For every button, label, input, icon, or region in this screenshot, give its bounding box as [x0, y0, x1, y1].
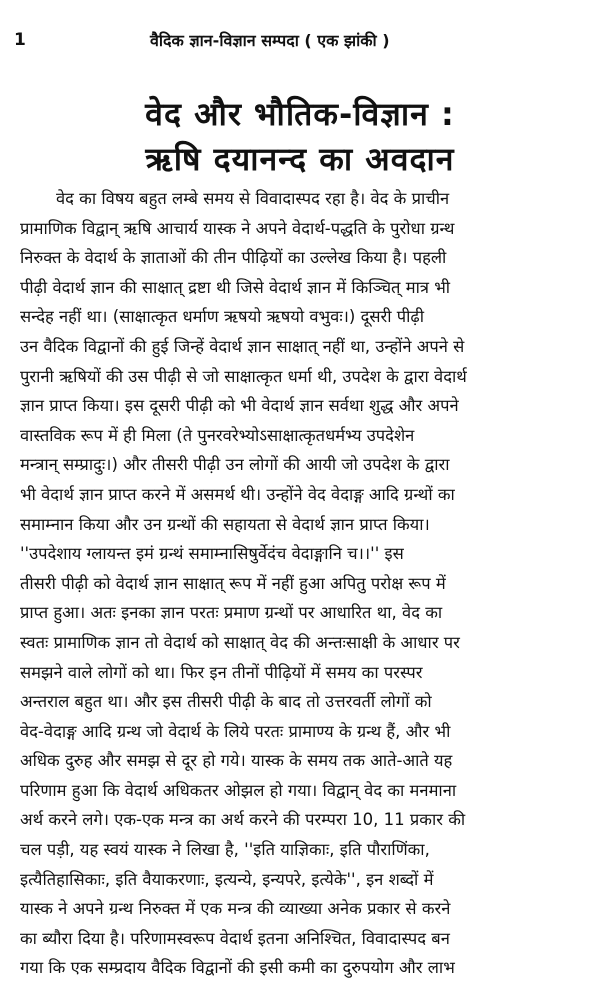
text-line: परिणाम हुआ कि वेदार्थ अधिकतर ओझल हो गया। विद्वान् वेद का मनमाना: [20, 780, 457, 800]
text-line: वास्तविक रूप में ही मिला (ते पुनरवरेभ्योऽसाक्षात्कृतधर्मभ्य उपदेशेन: [20, 425, 415, 445]
text-line: यास्क ने अपने ग्रन्थ निरुक्त में एक मन्त्र की व्याख्या अनेक प्रकार से करने: [20, 899, 451, 919]
text-line: इत्यैतिहासिकाः, इति वैयाकरणाः, इत्यन्ये, इन्यपरे, इत्येके'', इन शब्दों में: [20, 869, 434, 889]
text-line: गया कि एक सम्प्रदाय वैदिक विद्वानों की इसी कमी का दुरुपयोग और लाभ: [20, 958, 455, 978]
text-line: चल पड़ी, यह स्वयं यास्क ने लिखा है, ''इति याज्ञिकाः, इति पौराणिंका,: [20, 840, 430, 860]
running-header: वैदिक ज्ञान-विज्ञान सम्पदा ( एक झांकी ): [150, 31, 390, 50]
text-line: प्राप्त हुआ। अतः इनका ज्ञान परतः प्रमाण ग्रन्थों पर आधारित था, वेद का: [20, 603, 443, 623]
text-line: पीढ़ी वेदार्थ ज्ञान की साक्षात् द्रष्टा थी जिसे वेदार्थ ज्ञान में किञ्चित् मात्र भी: [20, 277, 451, 297]
text-line: वेद का विषय बहुत लम्बे समय से विवादास्पद रहा है। वेद के प्राचीन: [56, 189, 450, 208]
text-line: समाम्नान किया और उन ग्रन्थों की सहायता से वेदार्थ ज्ञान प्राप्त किया।: [20, 514, 430, 534]
text-line: मन्त्रान् सम्प्रादुः।) और तीसरी पीढ़ी उन लोगों की आयी जो उपदेश के द्वारा: [20, 455, 450, 475]
text-line: अन्तराल बहुत था। और इस तीसरी पीढ़ी के बाद तो उत्तरवर्ती लोगों को: [20, 692, 432, 712]
text-line: तीसरी पीढ़ी को वेदार्थ ज्ञान साक्षात् रूप में नहीं हुआ अपितु परोक्ष रूप में: [20, 573, 446, 593]
text-line: अर्थ करने लगे। एक-एक मन्त्र का अर्थ करने की परम्परा 10, 11 प्रकार की: [20, 810, 466, 830]
text-line: पुरानी ऋषियों की उस पीढ़ी से जो साक्षात्कृत धर्मा थी, उपदेश के द्वारा वेदार्थ: [20, 366, 467, 386]
text-line: समझने वाले लोगों को था। फिर इन तीनों पीढ़ियों में समय का परस्पर: [20, 662, 423, 682]
text-line: उन वैदिक विद्वानों की हुई जिन्हें वेदार्थ ज्ञान साक्षात् नहीं था, उन्होंने अपने से: [20, 336, 465, 356]
text-line: अधिक दुरुह और समझ से दूर हो गये। यास्क के समय तक आते-आते यह: [20, 751, 453, 771]
chapter-title-line-2: ऋषि दयानन्द का अवदान: [145, 140, 455, 178]
text-line: सन्देह नहीं था। (साक्षात्कृत धर्माण ऋषयो ऋषयो वभुवः।) दूसरी पीढ़ी: [20, 307, 424, 327]
text-line: भी वेदार्थ ज्ञान प्राप्त करने में असमर्थ थी। उन्होंने वेद वेदाङ्ग आदि ग्रन्थों का: [20, 484, 455, 504]
text-line: वेद-वेदाङ्ग आदि ग्रन्थ जो वेदार्थ के लिये परतः प्रामाण्य के ग्रन्थ हैं, और भी: [20, 721, 451, 741]
text-line: का ब्यौरा दिया है। परिणामस्वरूप वेदार्थ इतना अनिश्चित, विवादास्पद बन: [20, 928, 450, 948]
chapter-title-line-1: वेद और भौतिक-विज्ञान :: [145, 95, 455, 133]
text-line: ''उपदेशाय ग्लायन्त इमं ग्रन्थं समाम्नासिषुर्वेदंच वेदाङ्गानि च।।'' इस: [20, 544, 404, 564]
text-line: स्वतः प्रामाणिक ज्ञान तो वेदार्थ को साक्षात् वेद की अन्तःसाक्षी के आधार पर: [20, 632, 460, 652]
text-line: ज्ञान प्राप्त किया। इस दूसरी पीढ़ी को भी वेदार्थ ज्ञान सर्वथा शुद्ध और अपने: [20, 396, 459, 416]
text-line: प्रामाणिक विद्वान् ऋषि आचार्य यास्क ने अपने वेदार्थ-पद्धति के पुरोधा ग्रन्थ: [20, 218, 455, 238]
body-paragraph: [20, 184, 582, 983]
text-line: निरुक्त के वेदार्थ के ज्ञाताओं की तीन पीढ़ियों का उल्लेख किया है। पहली: [20, 248, 447, 268]
page-number: 1: [14, 30, 26, 50]
